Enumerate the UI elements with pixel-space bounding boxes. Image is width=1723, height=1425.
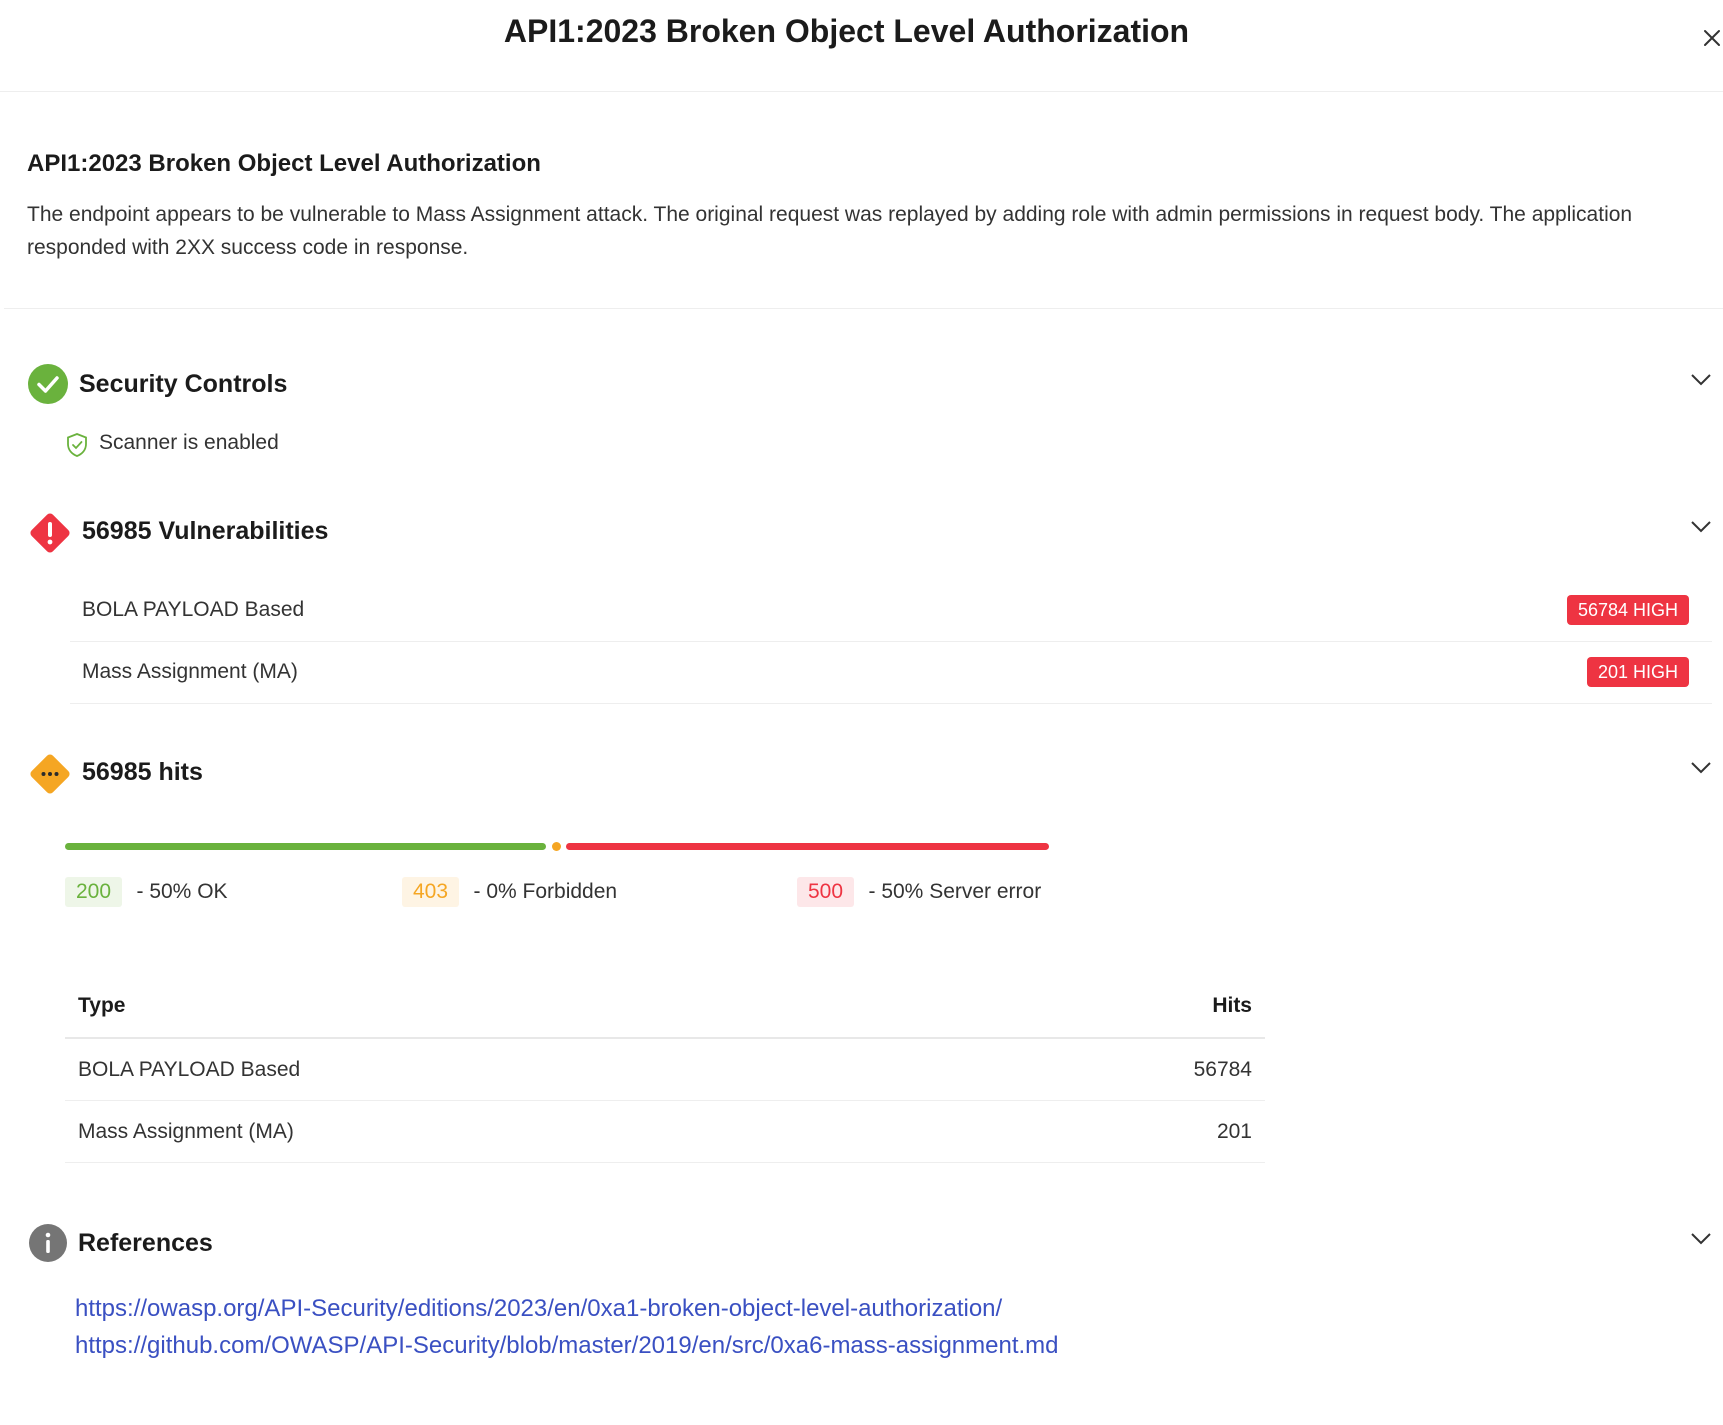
status-code-chip: 403 — [402, 877, 459, 907]
legend-label: - 50% OK — [136, 880, 228, 903]
hits-title: 56985 hits — [82, 758, 203, 786]
column-header-type: Type — [65, 975, 960, 1038]
reference-link[interactable]: https://owasp.org/API-Security/editions/2023/en/0xa1-broken-object-level-authorization/ — [75, 1295, 1003, 1322]
severity-badge: 201 HIGH — [1587, 657, 1689, 687]
table-row — [65, 1101, 1265, 1163]
vulnerabilities-header[interactable] — [28, 511, 1718, 555]
intro-title: API1:2023 Broken Object Level Authorization — [27, 150, 541, 177]
references-header[interactable] — [28, 1223, 1718, 1267]
shield-check-icon — [66, 432, 88, 458]
cell-hits: 56784 — [960, 1038, 1265, 1101]
cell-type: Mass Assignment (MA) — [65, 1101, 960, 1163]
legend-server-error — [797, 877, 1041, 907]
references-title: References — [78, 1229, 213, 1257]
info-icon — [28, 1223, 68, 1263]
status-code-chip: 200 — [65, 877, 122, 907]
status-bar-server-error — [566, 843, 1049, 850]
references-list — [75, 1290, 1059, 1364]
vulnerability-name: BOLA PAYLOAD Based — [82, 598, 305, 621]
legend-ok — [65, 877, 228, 907]
chevron-down-icon[interactable] — [1688, 366, 1714, 392]
intro-description: The endpoint appears to be vulnerable to Mass Assignment attack. The original request was replayed by adding role with admin permissions in request body. The application responded with 2XX success code in response. — [27, 203, 1633, 259]
chevron-down-icon[interactable] — [1688, 754, 1714, 780]
vulnerabilities-title: 56985 Vulnerabilities — [82, 517, 329, 545]
vulnerability-name: Mass Assignment (MA) — [82, 660, 298, 683]
column-header-hits: Hits — [960, 975, 1265, 1038]
vulnerability-row[interactable] — [70, 642, 1712, 704]
more-diamond-icon — [28, 752, 72, 796]
modal-header — [0, 0, 1723, 92]
cell-type: BOLA PAYLOAD Based — [65, 1038, 960, 1101]
divider — [4, 308, 1723, 309]
hits-header[interactable] — [28, 752, 1718, 796]
status-bar-ok — [65, 843, 546, 850]
status-bar-forbidden — [552, 842, 561, 851]
alert-diamond-icon — [28, 511, 72, 555]
table-header-row — [65, 975, 1265, 1038]
status-code-chip: 500 — [797, 877, 854, 907]
intro — [27, 150, 1667, 264]
chevron-down-icon[interactable] — [1688, 513, 1714, 539]
legend-label: - 0% Forbidden — [473, 880, 618, 903]
legend-label: - 50% Server error — [868, 880, 1042, 903]
security-controls-header[interactable] — [28, 364, 1718, 408]
security-control-label: Scanner is enabled — [99, 431, 279, 454]
security-controls-title: Security Controls — [79, 370, 288, 398]
close-icon[interactable] — [1700, 26, 1723, 50]
vulnerability-list — [70, 580, 1712, 704]
chevron-down-icon[interactable] — [1688, 1225, 1714, 1251]
legend-forbidden — [402, 877, 617, 907]
modal-title: API1:2023 Broken Object Level Authorization — [503, 13, 1190, 49]
table-row — [65, 1038, 1265, 1101]
cell-hits: 201 — [960, 1101, 1265, 1163]
reference-link[interactable]: https://github.com/OWASP/API-Security/blob/master/2019/en/src/0xa6-mass-assignment.md — [75, 1332, 1059, 1359]
check-circle-icon — [28, 364, 68, 404]
severity-badge: 56784 HIGH — [1567, 595, 1689, 625]
vulnerability-row[interactable] — [70, 580, 1712, 642]
hits-table — [65, 975, 1265, 1163]
